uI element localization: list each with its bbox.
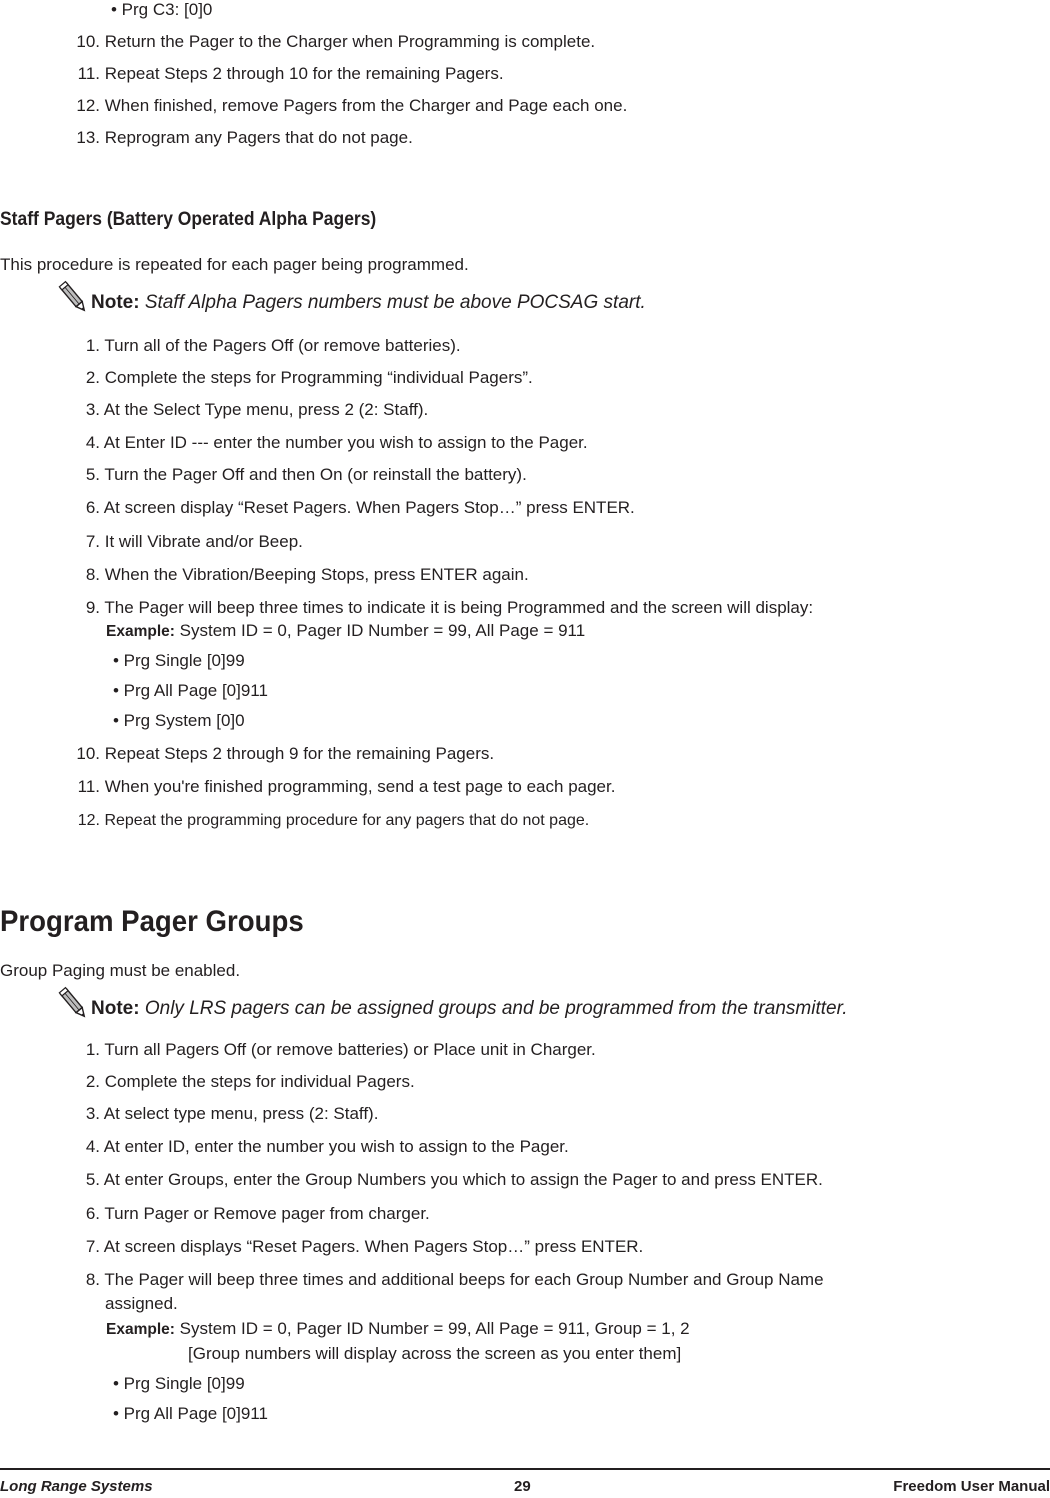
footer-divider (0, 1468, 1050, 1470)
staff-intro: This procedure is repeated for each pager being programmed. (0, 255, 469, 274)
list-item: 6. At screen display “Reset Pagers. When Pagers Stop…” press ENTER. (85, 498, 635, 517)
list-item: 10. Repeat Steps 2 through 9 for the remaining Pagers. (76, 744, 495, 763)
list-item: 8. When the Vibration/Beeping Stops, press ENTER again. (85, 565, 529, 584)
list-item: 3. At select type menu, press (2: Staff). (85, 1104, 379, 1123)
list-item: 11. Repeat Steps 2 through 10 for the remaining Pagers. (77, 64, 504, 83)
list-item: 12. When finished, remove Pagers from the Charger and Page each one. (76, 96, 628, 115)
list-item: 5. Turn the Pager Off and then On (or reinstall the battery). (85, 465, 527, 484)
bullet-prg-c3: • Prg C3: [0]0 (111, 0, 213, 19)
staff-note: Note: Staff Alpha Pagers numbers must be above POCSAG start. (91, 292, 646, 313)
list-item: 7. It will Vibrate and/or Beep. (85, 532, 303, 551)
pencil-icon (58, 986, 90, 1022)
bullet-item: • Prg Single [0]99 (113, 1374, 245, 1393)
list-item: 1. Turn all Pagers Off (or remove batteries) or Place unit in Charger. (85, 1040, 596, 1059)
list-item: 12. Repeat the programming procedure for any pagers that do not page. (77, 812, 590, 829)
list-item: 13. Reprogram any Pagers that do not page. (76, 128, 413, 147)
groups-note: Note: Only LRS pagers can be assigned groups and be programmed from the transmitter. (91, 998, 848, 1019)
staff-pagers-heading: Staff Pagers (Battery Operated Alpha Pagers) (0, 209, 377, 230)
footer-manual-title: Freedom User Manual (893, 1478, 1050, 1495)
bullet-item: • Prg All Page [0]911 (113, 681, 268, 700)
bullet-item: • Prg Single [0]99 (113, 651, 245, 670)
groups-example: Example: System ID = 0, Pager ID Number = 99, All Page = 911, Group = 1, 2 (106, 1319, 690, 1338)
program-pager-groups-heading: Program Pager Groups (0, 905, 304, 938)
bullet-item: • Prg All Page [0]911 (113, 1404, 268, 1423)
list-item: 2. Complete the steps for individual Pagers. (85, 1072, 415, 1091)
list-item: 11. When you're finished programming, send a test page to each pager. (77, 777, 616, 796)
list-item: 3. At the Select Type menu, press 2 (2: Staff). (85, 400, 429, 419)
page-number: 29 (514, 1478, 531, 1495)
list-item: 7. At screen displays “Reset Pagers. When Pagers Stop…” press ENTER. (85, 1237, 644, 1256)
list-item: 8. The Pager will beep three times and additional beeps for each Group Number and Group Name (85, 1270, 824, 1289)
list-item: 5. At enter Groups, enter the Group Numbers you which to assign the Pager to and press ENTER. (85, 1170, 823, 1189)
staff-example: Example: System ID = 0, Pager ID Number = 99, All Page = 911 (106, 621, 586, 640)
list-item: 9. The Pager will beep three times to indicate it is being Programmed and the screen will display: (85, 598, 814, 617)
bullet-item: • Prg System [0]0 (113, 711, 245, 730)
list-item: 4. At Enter ID --- enter the number you wish to assign to the Pager. (85, 433, 588, 452)
footer-company: Long Range Systems (0, 1478, 153, 1495)
groups-example-note: [Group numbers will display across the screen as you enter them] (188, 1344, 682, 1363)
list-item: 6. Turn Pager or Remove pager from charger. (85, 1204, 430, 1223)
list-item: 4. At enter ID, enter the number you wish to assign to the Pager. (85, 1137, 569, 1156)
list-item: 2. Complete the steps for Programming “individual Pagers”. (85, 368, 533, 387)
step8-continuation: assigned. (105, 1294, 178, 1313)
pencil-icon (58, 280, 90, 316)
groups-intro: Group Paging must be enabled. (0, 961, 241, 980)
list-item: 1. Turn all of the Pagers Off (or remove batteries). (85, 336, 461, 355)
list-item: 10. Return the Pager to the Charger when Programming is complete. (76, 32, 596, 51)
